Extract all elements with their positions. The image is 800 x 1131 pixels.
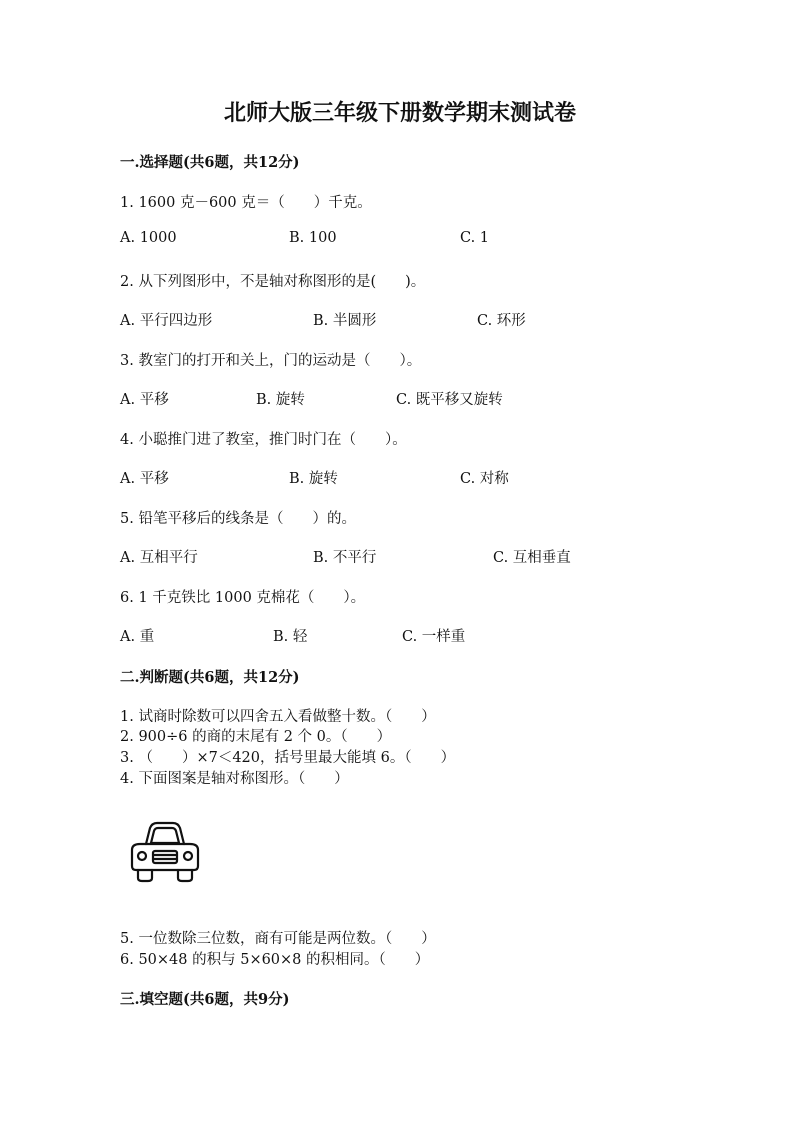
car-icon [126, 820, 204, 884]
judgement-item-4: 4. 下面图案是轴对称图形。（ ） [120, 771, 349, 787]
choice-option: C. 一样重 [402, 629, 466, 645]
section-heading-judgement: 二.判断题(共6题，共12分) [120, 669, 300, 686]
judgement-item-5: 5. 一位数除三位数，商有可能是两位数。（ ） [120, 931, 436, 947]
choice-option: A. 互相平行 [120, 550, 198, 566]
choice-option: A. 平移 [120, 392, 169, 408]
choice-option: C. 环形 [477, 313, 526, 329]
choice-question-6: 6. 1 千克铁比 1000 克棉花（ ）。 [120, 590, 366, 606]
choice-option: B. 轻 [273, 629, 308, 645]
choice-question-2: 2. 从下列图形中，不是轴对称图形的是( )。 [120, 274, 426, 290]
choice-option: A. 平移 [120, 471, 169, 487]
choice-question-1: 1. 1600 克－600 克＝（ ）千克。 [120, 195, 372, 211]
choice-option: B. 旋转 [289, 471, 338, 487]
page-title: 北师大版三年级下册数学期末测试卷 [223, 100, 576, 126]
choice-option: C. 互相垂直 [493, 550, 571, 566]
choice-question-3: 3. 教室门的打开和关上，门的运动是（ ）。 [120, 353, 422, 369]
judgement-item-1: 1. 试商时除数可以四舍五入看做整十数。（ ） [120, 709, 436, 725]
choice-option: B. 半圆形 [313, 313, 377, 329]
choice-option: C. 1 [460, 230, 490, 246]
choice-option: C. 既平移又旋转 [396, 392, 503, 408]
section-heading-choice: 一.选择题(共6题，共12分) [120, 154, 300, 171]
choice-option: B. 旋转 [256, 392, 305, 408]
choice-question-4: 4. 小聪推门进了教室，推门时门在（ ）。 [120, 432, 407, 448]
choice-option: C. 对称 [460, 471, 509, 487]
judgement-item-2: 2. 900÷6 的商的末尾有 2 个 0。（ ） [120, 729, 392, 745]
choice-option: A. 平行四边形 [120, 313, 213, 329]
choice-option: B. 100 [289, 230, 337, 246]
choice-question-5: 5. 铅笔平移后的线条是（ ）的。 [120, 511, 356, 527]
judgement-item-6: 6. 50×48 的积与 5×60×8 的积相同。（ ） [120, 952, 430, 968]
choice-option: B. 不平行 [313, 550, 377, 566]
choice-option: A. 重 [120, 629, 155, 645]
choice-option: A. 1000 [120, 230, 177, 246]
section-heading-fill-blank: 三.填空题(共6题，共9分) [120, 991, 290, 1008]
judgement-item-3: 3. （ ）×7＜420，括号里最大能填 6。（ ） [120, 750, 456, 766]
